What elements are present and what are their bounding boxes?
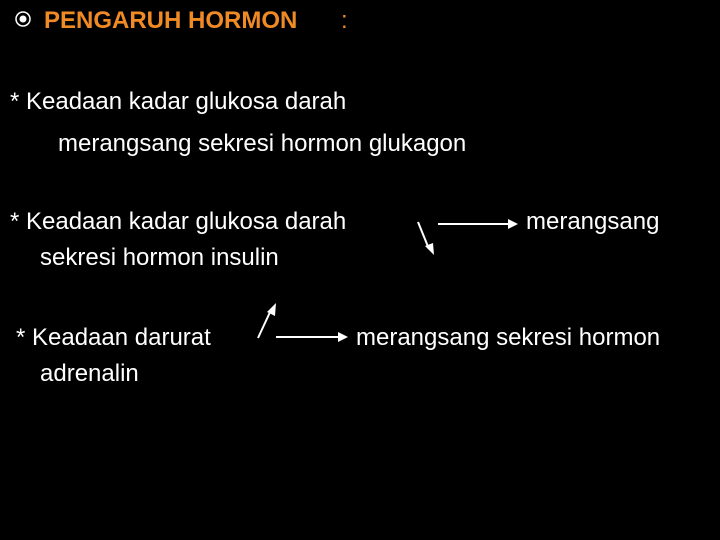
page-title: PENGARUH HORMON [44, 7, 298, 34]
right-arrow-icon [276, 331, 348, 343]
statement-3-line-1: * Keadaan darurat [16, 324, 211, 351]
statement-3-line-2: adrenalin [40, 360, 139, 387]
title-colon: : [341, 7, 348, 34]
statement-3-result: merangsang sekresi hormon [356, 324, 661, 351]
bullet-circle-icon [14, 10, 32, 28]
statement-2-line-2: sekresi hormon insulin [40, 244, 279, 271]
diagonal-up-arrow-icon [256, 302, 278, 342]
statement-1-line-2: merangsang sekresi hormon glukagon [58, 130, 467, 157]
right-arrow-icon [438, 218, 518, 230]
statement-2-line-1: * Keadaan kadar glukosa darah [10, 208, 347, 235]
statement-1-line-1: * Keadaan kadar glukosa darah [10, 88, 347, 115]
diagonal-down-arrow-icon [416, 218, 436, 258]
statement-2-result: merangsang [526, 208, 660, 235]
